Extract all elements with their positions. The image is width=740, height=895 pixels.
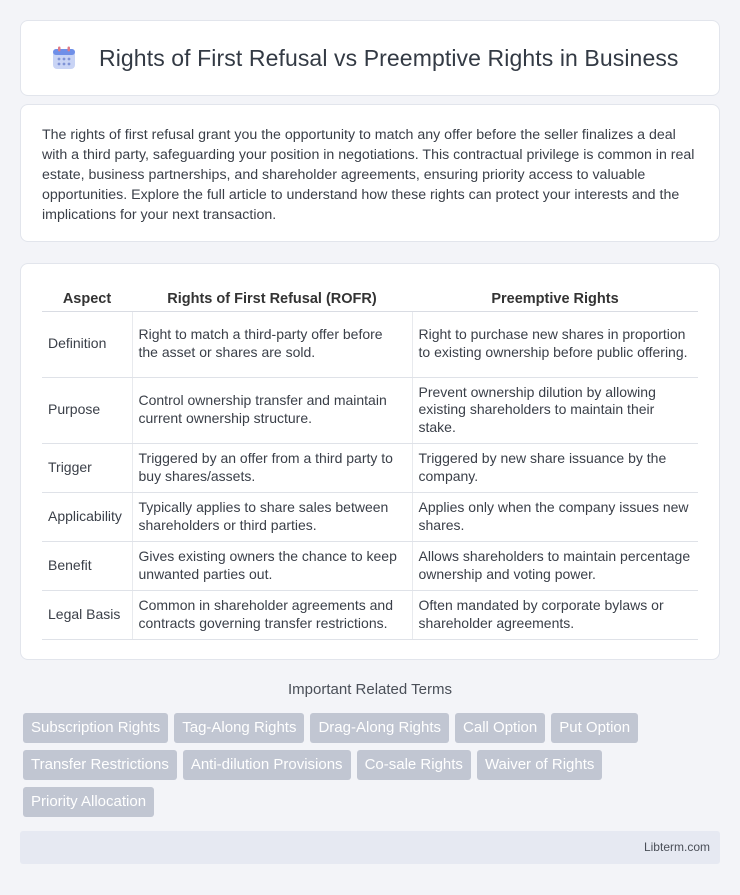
page-title: Rights of First Refusal vs Preemptive Rights in Business [99, 44, 679, 71]
row-rofr: Right to match a third-party offer before the asset or shares are sold. [132, 311, 412, 377]
table-row [42, 377, 698, 443]
row-aspect: Definition [42, 311, 132, 377]
table-row [42, 443, 698, 492]
row-preemptive: Applies only when the company issues new shares. [412, 492, 698, 541]
row-aspect: Trigger [42, 443, 132, 492]
table-header-row [42, 284, 698, 311]
tag-priority-allocation[interactable]: Priority Allocation [23, 787, 154, 817]
table-row [42, 311, 698, 377]
row-rofr: Triggered by an offer from a third party to buy shares/assets. [132, 443, 412, 492]
row-preemptive: Triggered by new share issuance by the company. [412, 443, 698, 492]
tag-waiver-of-rights[interactable]: Waiver of Rights [477, 750, 602, 780]
header-card [20, 20, 720, 96]
row-preemptive: Prevent ownership dilution by allowing existing shareholders to maintain their stake. [412, 377, 698, 443]
row-rofr: Typically applies to share sales between shareholders or third parties. [132, 492, 412, 541]
intro-paragraph: The rights of first refusal grant you the opportunity to match any offer before the seller finalizes a deal with a third party, safeguarding your position in negotiations. This contractual privilege is common in real estate, business partnerships, and shareholder agreements, ensuring priority access to valuable opportunities. Explore the full article to understand how these rights can protect your interests and the implications for your next transaction. [42, 127, 695, 223]
related-terms-title: Important Related Terms [288, 681, 452, 698]
row-rofr: Control ownership transfer and maintain current ownership structure. [132, 377, 412, 443]
tag-co-sale-rights[interactable]: Co-sale Rights [357, 750, 471, 780]
tag-anti-dilution-provisions[interactable]: Anti-dilution Provisions [183, 750, 351, 780]
calendar-icon [51, 45, 77, 71]
header-aspect: Aspect [42, 284, 132, 311]
row-aspect: Benefit [42, 541, 132, 590]
related-terms-list [23, 713, 713, 817]
row-rofr: Common in shareholder agreements and contracts governing transfer restrictions. [132, 590, 412, 639]
tag-call-option[interactable]: Call Option [455, 713, 545, 743]
table-row [42, 492, 698, 541]
tag-tag-along-rights[interactable]: Tag-Along Rights [174, 713, 304, 743]
table-row [42, 541, 698, 590]
tag-subscription-rights[interactable]: Subscription Rights [23, 713, 168, 743]
tag-transfer-restrictions[interactable]: Transfer Restrictions [23, 750, 177, 780]
table-row [42, 590, 698, 639]
footer-site-link[interactable]: Libterm.com [643, 840, 710, 854]
row-aspect: Purpose [42, 377, 132, 443]
header-rofr: Rights of First Refusal (ROFR) [132, 284, 412, 311]
row-aspect: Applicability [42, 492, 132, 541]
comparison-table-card [20, 263, 720, 660]
tag-put-option[interactable]: Put Option [551, 713, 638, 743]
tag-drag-along-rights[interactable]: Drag-Along Rights [310, 713, 449, 743]
row-preemptive: Often mandated by corporate bylaws or shareholder agreements. [412, 590, 698, 639]
intro-card [20, 104, 720, 242]
footer [20, 831, 720, 864]
row-preemptive: Right to purchase new shares in proportion to existing ownership before public offering. [412, 311, 698, 377]
row-rofr: Gives existing owners the chance to keep unwanted parties out. [132, 541, 412, 590]
row-preemptive: Allows shareholders to maintain percentage ownership and voting power. [412, 541, 698, 590]
comparison-table [42, 284, 698, 640]
header-preemptive: Preemptive Rights [412, 284, 698, 311]
row-aspect: Legal Basis [42, 590, 132, 639]
